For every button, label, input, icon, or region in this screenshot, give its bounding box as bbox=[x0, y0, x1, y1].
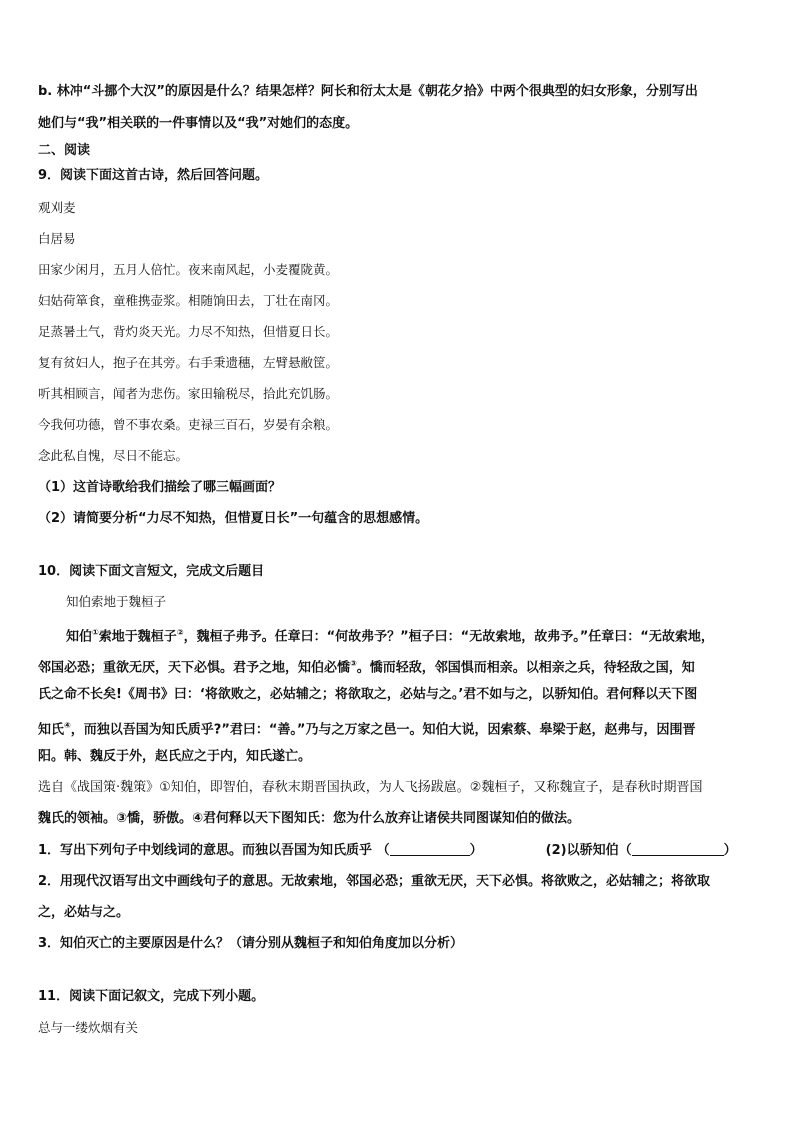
q10-title: 知伯索地于魏桓子 bbox=[66, 594, 167, 609]
q10-note-line1: 选自《战国策·魏策》①知伯，即智伯，春秋末期晋国执政，为人飞扬跋扈。②魏桓子，又称魏宣子，是春秋时期晋国 bbox=[38, 780, 703, 795]
q10-para-line2 bbox=[38, 654, 758, 678]
poem-line: 足蒸暑土气，背灼炎天光。力尽不知热，但惜夏日长。 bbox=[38, 324, 339, 339]
q10-para-line4 bbox=[38, 716, 758, 740]
text: ） bbox=[469, 843, 483, 858]
poem-line: 今我何功德，曾不事农桑。吏禄三百石，岁晏有余粮。 bbox=[38, 417, 339, 432]
text: ，魏桓子弗予。任章曰：“何故弗予？”桓子曰：“无故索地，故弗予。”任章曰：“无故索地， bbox=[183, 629, 714, 645]
text: 知伯 bbox=[66, 629, 93, 645]
q11-title: 总与一缕炊烟有关 bbox=[38, 1020, 139, 1035]
text: (2)以骄知伯（ bbox=[545, 843, 632, 858]
q10-sub2-line2: 之，必姑与之。 bbox=[38, 905, 130, 920]
q8-text-line2: 她们与“我”相关联的一件事情以及“我”对她们的态度。 bbox=[38, 116, 359, 131]
text: 。憍而轻敌，邻国惧而相亲。以相亲之兵，待轻敌之国，知 bbox=[356, 660, 695, 676]
q10-para-line1 bbox=[66, 623, 758, 647]
poem-line: 妇姑荷箪食，童稚携壶浆。相随饷田去，丁壮在南冈。 bbox=[38, 293, 339, 308]
q10-sub3: 3．知伯灭亡的主要原因是什么？（请分别从魏桓子和知伯角度加以分析） bbox=[38, 936, 464, 951]
text: 知氏 bbox=[38, 722, 65, 738]
q11-stem: 11．阅读下面记叙文，完成下列小题。 bbox=[38, 989, 265, 1004]
footnote-mark: ① bbox=[92, 628, 99, 637]
q10-para-line5: 阳。韩、魏反于外，赵氏应之于内，知氏遂亡。 bbox=[38, 749, 312, 764]
answer-blank-2[interactable] bbox=[632, 841, 724, 856]
poem-line: 念此私自愧，尽日不能忘。 bbox=[38, 448, 189, 463]
poem-line: 听其相顾言，闻者为悲伤。家田输税尽，拾此充饥肠。 bbox=[38, 386, 339, 401]
q9-sub1: （1）这首诗歌给我们描绘了哪三幅画面？ bbox=[38, 480, 282, 495]
section-heading: 二、阅读 bbox=[38, 143, 91, 158]
footnote-mark: ④ bbox=[64, 721, 71, 730]
q10-sub1 bbox=[38, 841, 758, 861]
q9-sub2: （2）请简要分析“力尽不知热，但惜夏日长”一句蕴含的思想感情。 bbox=[38, 511, 429, 526]
q10-note-line2: 魏氏的领袖。③憍，骄傲。④君何释以天下图知氏：您为什么放弃让诸侯共同图谋知伯的做法。 bbox=[38, 811, 581, 826]
q8-text-line1: b. 林冲“斗挪个大汉”的原因是什么？结果怎样？阿长和衍太太是《朝花夕拾》中两个很典型的妇女形象，分别写出 bbox=[38, 84, 698, 99]
poem-title: 观刈麦 bbox=[38, 200, 76, 215]
footnote-mark: ③ bbox=[350, 659, 357, 668]
poem-author: 白居易 bbox=[38, 231, 76, 246]
text: 索地于魏桓子 bbox=[98, 629, 177, 645]
q10-sub2-line1: 2．用现代汉语写出文中画线句子的意思。无故索地，邻国必恐；重欲无厌，天下必惧。将欲败之，必姑辅之；将欲取 bbox=[38, 874, 711, 889]
answer-blank-1[interactable] bbox=[390, 841, 470, 856]
text: 1．写出下列句子中划线词的意思。而独以吾国为知氏质乎 （ bbox=[38, 843, 390, 858]
q10-para-line3: 氏之命不长矣!《周书》曰：‘将欲败之，必姑辅之；将欲取之，必姑与之。’君不如与之，以骄知伯。君何释以天下图 bbox=[38, 687, 698, 702]
poem-line: 复有贫妇人，抱子在其旁。右手秉遗穗，左臂悬敝筐。 bbox=[38, 355, 339, 370]
poem-line: 田家少闲月，五月人倍忙。夜来南风起，小麦覆陇黄。 bbox=[38, 262, 339, 277]
footnote-mark: ② bbox=[176, 628, 184, 637]
q9-stem: 9．阅读下面这首古诗，然后回答问题。 bbox=[38, 168, 269, 183]
text: 邻国必恐；重欲无厌，天下必惧。君予之地，知伯必憍 bbox=[38, 660, 351, 676]
q10-stem: 10．阅读下面文言短文，完成文后题目 bbox=[38, 564, 265, 579]
text: ） bbox=[723, 843, 737, 858]
text: ，而独以吾国为知氏质乎?”君曰：“善。”乃与之万家之邑一。知伯大说，因索蔡、皋梁于赵，赵弗与，因围晋 bbox=[70, 722, 696, 738]
